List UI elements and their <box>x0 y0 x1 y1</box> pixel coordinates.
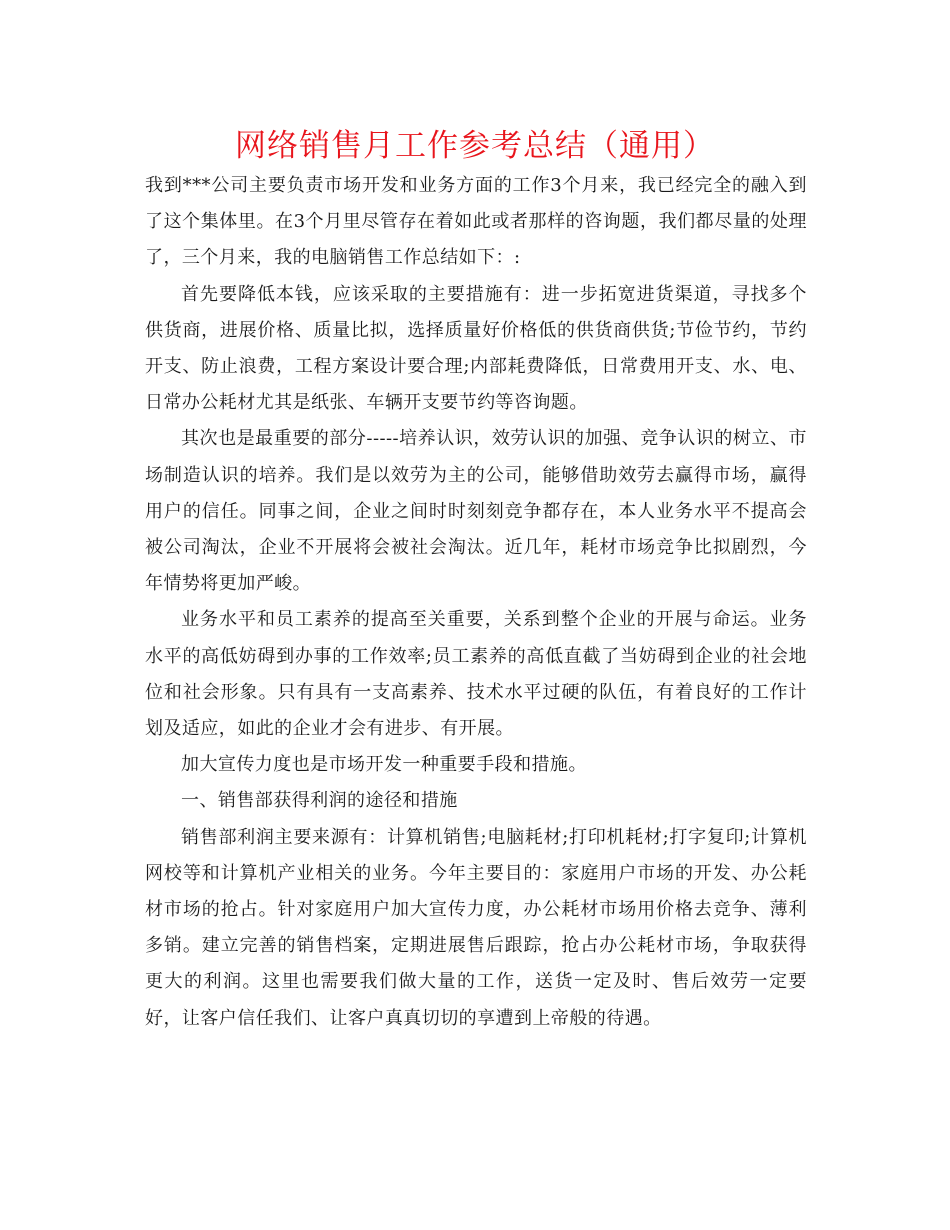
paragraph-profit-sources: 销售部利润主要来源有：计算机销售;电脑耗材;打印机耗材;打字复印;计算机网校等和计算机产业相关的业务。今年主要目的：家庭用户市场的开发、办公耗材市场的抢占。针对家庭用户加大宣传力度，办公耗材市场用价格去竞争、薄利多销。建立完善的销售档案，定期进展售后跟踪，抢占办公耗材市场，争取获得更大的利润。这里也需要我们做大量的工作，送货一定及时、售后效劳一定要好，让客户信任我们、让客户真真切切的享遭到上帝般的待遇。 <box>145 826 807 1029</box>
document-body <box>145 168 807 1037</box>
paragraph-publicity: 加大宣传力度也是市场开发一种重要手段和措施。 <box>181 754 587 776</box>
section-heading-profit: 一、销售部获得利润的途径和措施 <box>181 790 458 812</box>
document-title: 网络销售月工作参考总结（通用） <box>235 128 715 164</box>
paragraph-cost-reduction: 首先要降低本钱，应该采取的主要措施有：进一步拓宽进货渠道，寻找多个供货商，进展价格、质量比拟，选择质量好价格低的供货商供货;节俭节约，节约开支、防止浪费，工程方案设计要合理;内部耗费降低，日常费用开支、水、电、日常办公耗材尤其是纸张、车辆开支要节约等咨询题。 <box>145 283 807 414</box>
paragraph-staff-quality: 业务水平和员工素养的提高至关重要，关系到整个企业的开展与命运。业务水平的高低妨碍到办事的工作效率;员工素养的高低直截了当妨碍到企业的社会地位和社会形象。只有具有一支高素养、技术水平过硬的队伍，有着良好的工作计划及适应，如此的企业才会有进步、有开展。 <box>145 609 807 740</box>
paragraph-intro: 我到***公司主要负责市场开发和业务方面的工作3个月来，我已经完全的融入到了这个集体里。在3个月里尽管存在着如此或者那样的咨询题，我们都尽量的处理了，三个月来，我的电脑销售工作总结如下：: <box>145 175 807 269</box>
paragraph-awareness: 其次也是最重要的部分-----培养认识，效劳认识的加强、竞争认识的树立、市场制造认识的培养。我们是以效劳为主的公司，能够借助效劳去赢得市场，赢得用户的信任。同事之间，企业之间时时刻刻竞争都存在，本人业务水平不提高会被公司淘汰，企业不开展将会被社会淘汰。近几年，耗材市场竞争比拟剧烈，今年情势将更加严峻。 <box>145 428 807 595</box>
